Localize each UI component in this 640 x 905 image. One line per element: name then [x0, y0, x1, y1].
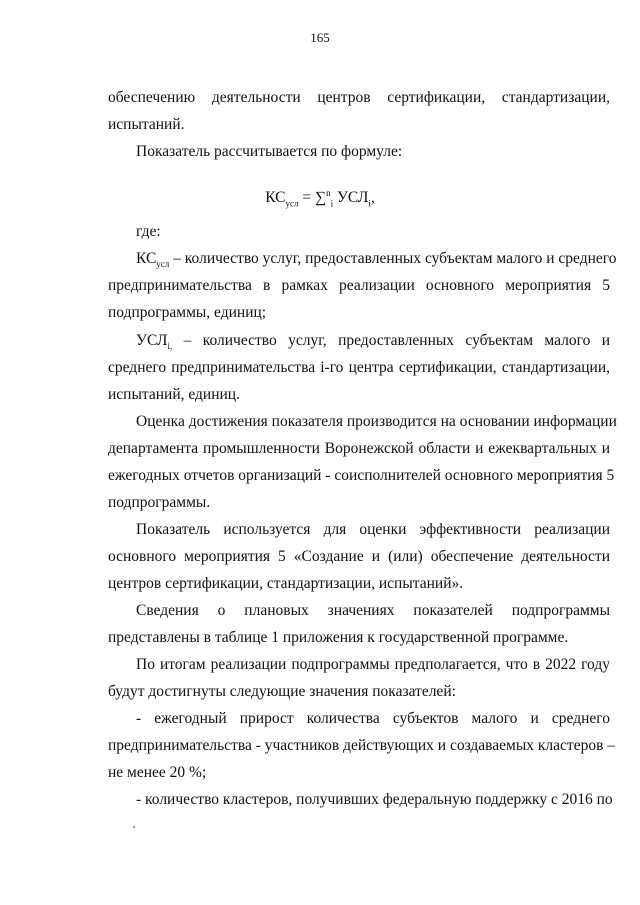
text-line: представлены в таблице 1 приложения к государственной программе.: [108, 629, 569, 646]
text-line: Оценка достижения показателя производится на основании информации: [136, 413, 617, 430]
sum-symbol: ∑: [315, 189, 327, 207]
text-line: - количество кластеров, получивших федеральную поддержку с 2016 по: [136, 791, 613, 808]
text-line: Сведения о плановых значениях показателей подпрограммы: [136, 602, 610, 619]
text-line: ежегодных отчетов организаций - соисполнителей основного мероприятия 5: [108, 467, 615, 484]
definition-line: [136, 249, 617, 274]
text-line: обеспечению деятельности центров сертификации, стандартизации,: [108, 89, 610, 106]
text-line: не менее 20 %;: [108, 764, 207, 781]
formula-tail: ,: [370, 189, 375, 207]
sum-upper: n: [326, 188, 331, 198]
text-line: - ежегодный прирост количества субъектов малого и среднего: [136, 710, 610, 727]
text-line: предпринимательства в рамках реализации основного мероприятия 5: [108, 277, 610, 294]
text-line: подпрограммы.: [108, 494, 211, 511]
def-symbol-sub: i,: [167, 341, 173, 352]
def-symbol: УСЛ: [136, 332, 168, 349]
text-line: По итогам реализации подпрограммы предполагается, что в 2022 году: [136, 656, 610, 673]
page-number: 165: [310, 30, 330, 45]
formula-lhs-sub: усл: [285, 198, 299, 209]
text-line: Показатель рассчитывается по формуле:: [136, 143, 403, 160]
formula-eq: =: [298, 189, 315, 207]
where-label: где:: [136, 223, 161, 240]
def-symbol-sub: усл: [156, 259, 170, 270]
formula: [0, 188, 640, 208]
text-line: предпринимательства - участников действующих и создаваемых кластеров –: [108, 737, 616, 754]
text-line: подпрограммы, единиц;: [108, 304, 267, 321]
def-text: – количество услуг, предоставленных субъектам малого и: [172, 332, 610, 349]
formula-lhs: КС: [265, 189, 286, 207]
text-line: департамента промышленности Воронежской области и ежеквартальных и: [108, 440, 610, 457]
text-line: среднего предпринимательства i-го центра сертификации, стандартизации,: [108, 359, 610, 376]
text-line: испытаний.: [108, 116, 185, 133]
sum-lower: i: [330, 198, 334, 209]
text-line: будут достигнуты следующие значения показателей:: [108, 683, 456, 700]
def-text: – количество услуг, предоставленных субъектам малого и среднего: [169, 250, 617, 267]
scan-speck: [133, 826, 135, 828]
text-line: центров сертификации, стандартизации, испытаний».: [108, 575, 464, 592]
def-symbol: КС: [136, 250, 157, 267]
formula-term: УСЛ: [333, 189, 369, 207]
definition-line: [136, 331, 610, 356]
text-line: основного мероприятия 5 «Создание и (или) обеспечение деятельности: [108, 548, 610, 565]
text-line: испытаний, единиц.: [108, 386, 240, 403]
text-line: Показатель используется для оценки эффективности реализации: [136, 521, 610, 538]
formula-term-sub: i: [368, 198, 371, 209]
